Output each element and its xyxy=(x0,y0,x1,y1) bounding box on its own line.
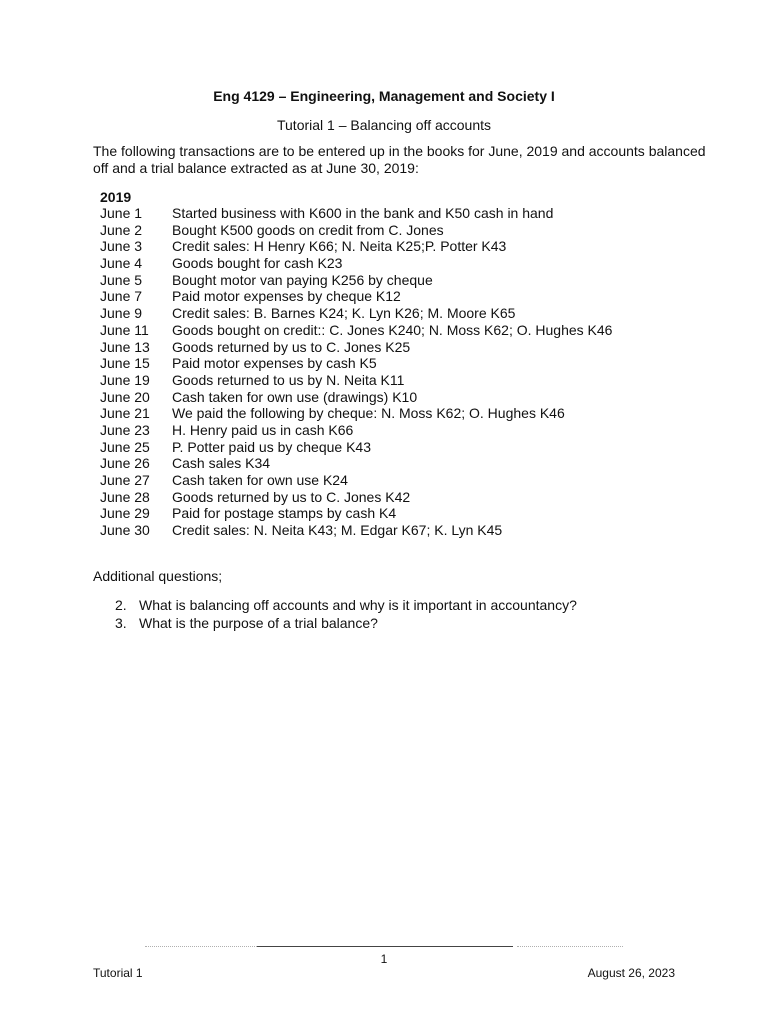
transaction-row xyxy=(100,505,700,522)
transaction-row xyxy=(100,522,700,539)
transaction-date: June 21 xyxy=(100,405,150,422)
question-item xyxy=(115,614,577,632)
question-number: 2. xyxy=(115,597,127,613)
transaction-row xyxy=(100,422,700,439)
transaction-row xyxy=(100,455,700,472)
page-title: Eng 4129 – Engineering, Management and Society I xyxy=(213,88,555,104)
transaction-description: Cash sales K34 xyxy=(172,455,271,472)
transaction-row xyxy=(100,222,700,239)
transaction-row xyxy=(100,489,700,506)
transaction-date: June 30 xyxy=(100,522,150,539)
transaction-date: June 11 xyxy=(100,321,149,338)
transaction-description: Started business with K600 in the bank and K50 cash in hand xyxy=(172,205,554,221)
transaction-row xyxy=(100,355,700,372)
page-subtitle: Tutorial 1 – Balancing off accounts xyxy=(276,117,492,133)
transaction-row xyxy=(100,205,700,222)
transaction-date: June 4 xyxy=(100,255,143,272)
transaction-description: Goods returned by us to C. Jones K42 xyxy=(172,488,411,505)
transaction-date: June 15 xyxy=(100,355,150,372)
transaction-date: June 23 xyxy=(100,421,150,438)
transaction-description: Cash taken for own use (drawings) K10 xyxy=(172,388,418,405)
question-text: What is balancing off accounts and why is it important in accountancy? xyxy=(139,597,577,613)
transaction-date: June 27 xyxy=(100,472,150,488)
transaction-description: Credit sales: B. Barnes K24; K. Lyn K26; M. Moore K65 xyxy=(172,305,516,322)
transaction-description: Paid motor expenses by cash K5 xyxy=(172,355,377,372)
transaction-description: Goods bought for cash K23 xyxy=(172,255,343,272)
transaction-date: June 29 xyxy=(100,505,150,522)
transaction-row xyxy=(100,322,700,339)
transaction-date: June 2 xyxy=(100,221,143,238)
transaction-description: Goods returned by us to C. Jones K25 xyxy=(172,338,411,355)
transaction-row xyxy=(100,272,700,289)
question-number: 3. xyxy=(115,615,127,631)
transaction-description: Cash taken for own use K24 xyxy=(172,472,348,488)
transaction-date: June 20 xyxy=(100,388,150,405)
transaction-row xyxy=(100,238,700,255)
year-heading: 2019 xyxy=(100,189,132,205)
transaction-date: June 7 xyxy=(100,288,143,305)
footer-divider xyxy=(145,940,623,950)
transaction-date: June 9 xyxy=(100,305,143,322)
transaction-description: Paid motor expenses by cheque K12 xyxy=(172,288,401,305)
question-item xyxy=(115,596,577,614)
transaction-date: June 26 xyxy=(100,455,150,472)
transaction-row xyxy=(100,405,700,422)
transaction-description: Goods returned to us by N. Neita K11 xyxy=(172,371,405,388)
transaction-row xyxy=(100,389,700,406)
transaction-description: We paid the following by cheque: N. Moss K62; O. Hughes K46 xyxy=(172,405,565,422)
transaction-date: June 19 xyxy=(100,371,150,388)
transaction-description: Credit sales: H Henry K66; N. Neita K25;P. Potter K43 xyxy=(172,238,507,255)
transaction-row xyxy=(100,372,700,389)
transaction-date: June 1 xyxy=(100,205,143,221)
transaction-description: H. Henry paid us in cash K66 xyxy=(172,421,354,438)
additional-questions-heading: Additional questions; xyxy=(93,568,223,584)
transaction-description: P. Potter paid us by cheque K43 xyxy=(172,438,371,455)
page-number: 1 xyxy=(380,952,388,966)
transaction-date: June 28 xyxy=(100,488,150,505)
transaction-row xyxy=(100,439,700,456)
transaction-description: Paid for postage stamps by cash K4 xyxy=(172,505,397,522)
transaction-row xyxy=(100,339,700,356)
transaction-date: June 25 xyxy=(100,438,150,455)
footer-document-label: Tutorial 1 xyxy=(93,966,143,980)
transaction-description: Credit sales: N. Neita K43; M. Edgar K67; K. Lyn K45 xyxy=(172,522,503,539)
footer-date: August 26, 2023 xyxy=(587,966,675,980)
transaction-description: Bought motor van paying K256 by cheque xyxy=(172,271,433,288)
transaction-row xyxy=(100,472,700,489)
transaction-date: June 13 xyxy=(100,338,150,355)
transaction-row xyxy=(100,288,700,305)
transaction-list xyxy=(100,205,700,539)
intro-paragraph: The following transactions are to be entered up in the books for June, 2019 and accounts balanced off and a trial balance extracted as at June 30, 2019: xyxy=(93,143,706,176)
transaction-date: June 3 xyxy=(100,238,143,255)
footer-dotted-line-right xyxy=(517,946,623,947)
transaction-row xyxy=(100,305,700,322)
footer-solid-line xyxy=(257,946,513,947)
question-text: What is the purpose of a trial balance? xyxy=(139,615,378,631)
transaction-description: Bought K500 goods on credit from C. Jones xyxy=(172,221,444,238)
question-list xyxy=(115,596,577,632)
footer-dotted-line-left xyxy=(145,946,257,947)
transaction-date: June 5 xyxy=(100,271,143,288)
transaction-row xyxy=(100,255,700,272)
transaction-description: Goods bought on credit:: C. Jones K240; N. Moss K62; O. Hughes K46 xyxy=(172,321,613,338)
